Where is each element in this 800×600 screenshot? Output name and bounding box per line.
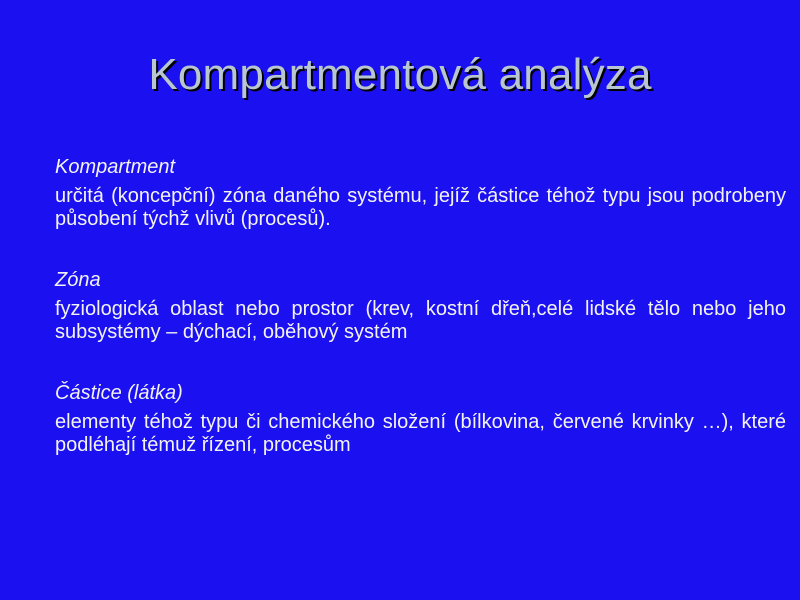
definition-kompartment: určitá (koncepční) zóna daného systému, jejíž částice téhož typu jsou podrobeny působení týchž vlivů (procesů). — [55, 185, 786, 230]
slide-content — [55, 156, 786, 495]
term-castice: Částice (látka) — [55, 382, 183, 404]
entry-zona — [55, 269, 786, 344]
term-zona: Zóna — [55, 269, 101, 291]
definition-zona: fyziologická oblast nebo prostor (krev, kostní dřeň,celé lidské tělo nebo jeho subsystémy – dýchací, oběhový systém — [55, 298, 786, 343]
entry-castice — [55, 382, 786, 457]
slide-title: Kompartmentová analýza — [148, 50, 652, 99]
entry-kompartment — [55, 156, 786, 231]
definition-castice: elementy téhož typu či chemického složení (bílkovina, červené krvinky …), které podléhají témuž řízení, procesům — [55, 411, 786, 456]
term-kompartment: Kompartment — [55, 156, 176, 178]
